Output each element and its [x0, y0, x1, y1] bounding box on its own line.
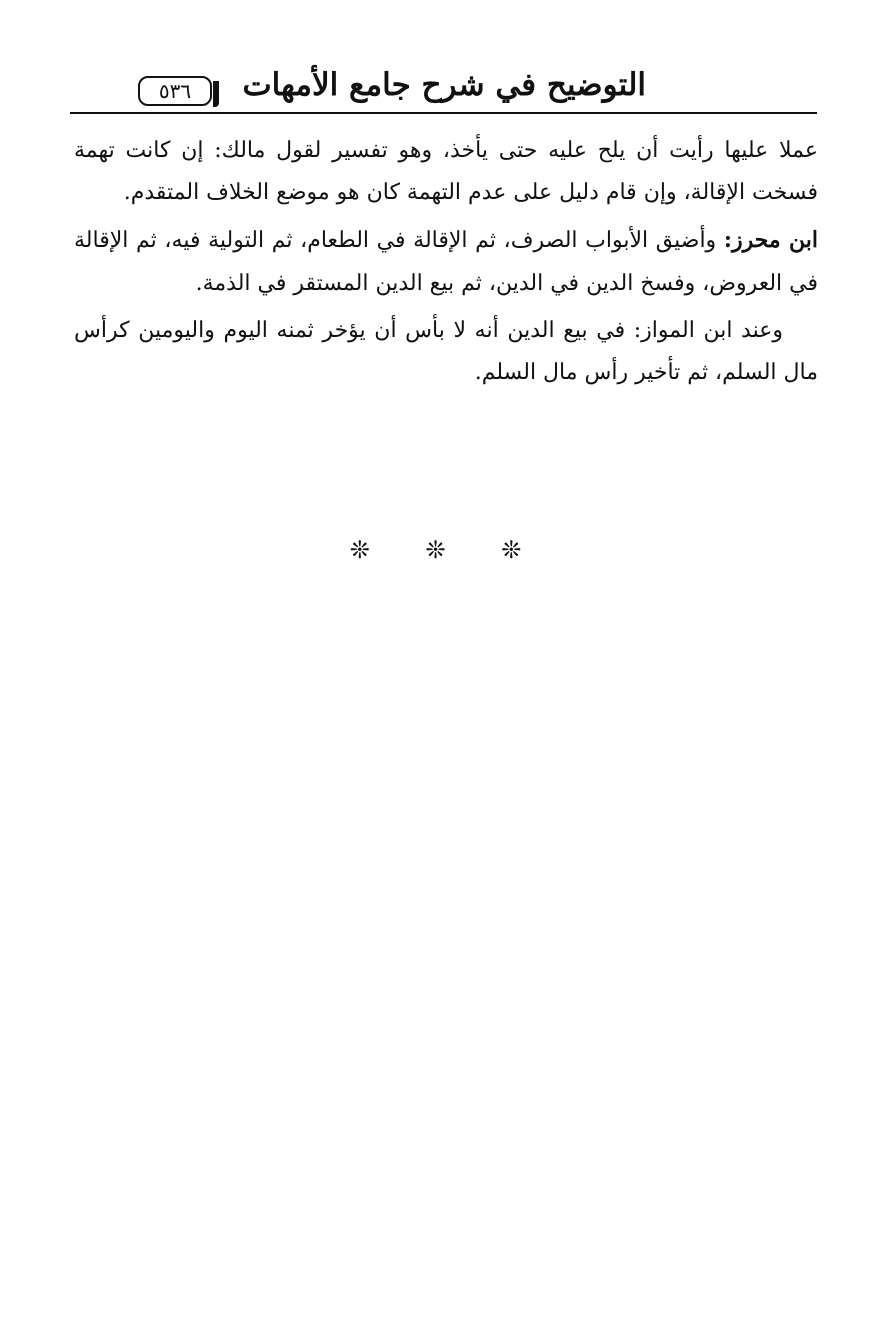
page-header	[70, 66, 822, 118]
speaker-label: ابن محرز:	[723, 227, 818, 254]
document-body	[74, 130, 818, 399]
running-title: التوضيح في شرح جامع الأمهات	[242, 67, 646, 103]
paragraph-text: وأضيق الأبواب الصرف، ثم الإقالة في الطعام، ثم التولية فيه، ثم الإقالة في العروض، وفسخ الدين في الدين، ثم بيع الدين المستقر في الذمة.	[74, 228, 818, 296]
page-number: ٥٣٦	[138, 76, 212, 106]
header-divider	[70, 112, 817, 114]
paragraph-malik-commentary: عملا عليها رأيت أن يلح عليه حتى يأخذ، وهو تفسير لقول مالك: إن كانت تهمة فسخت الإقالة، وإن قام دليل على عدم التهمة كان هو موضع الخلاف المتقدم.	[74, 138, 818, 206]
paragraph-ibn-muhriz	[74, 219, 818, 304]
paragraph-ibn-al-mawwaz: وعند ابن المواز: في بيع الدين أنه لا بأس أن يؤخر ثمنه اليوم واليومين كرأس مال السلم، ثم تأخير رأس مال السلم.	[74, 317, 818, 386]
section-separator	[0, 536, 895, 564]
separator-mark: ❊	[501, 536, 546, 564]
separator-mark: ❊	[425, 536, 470, 564]
separator-mark: ❊	[349, 536, 394, 564]
